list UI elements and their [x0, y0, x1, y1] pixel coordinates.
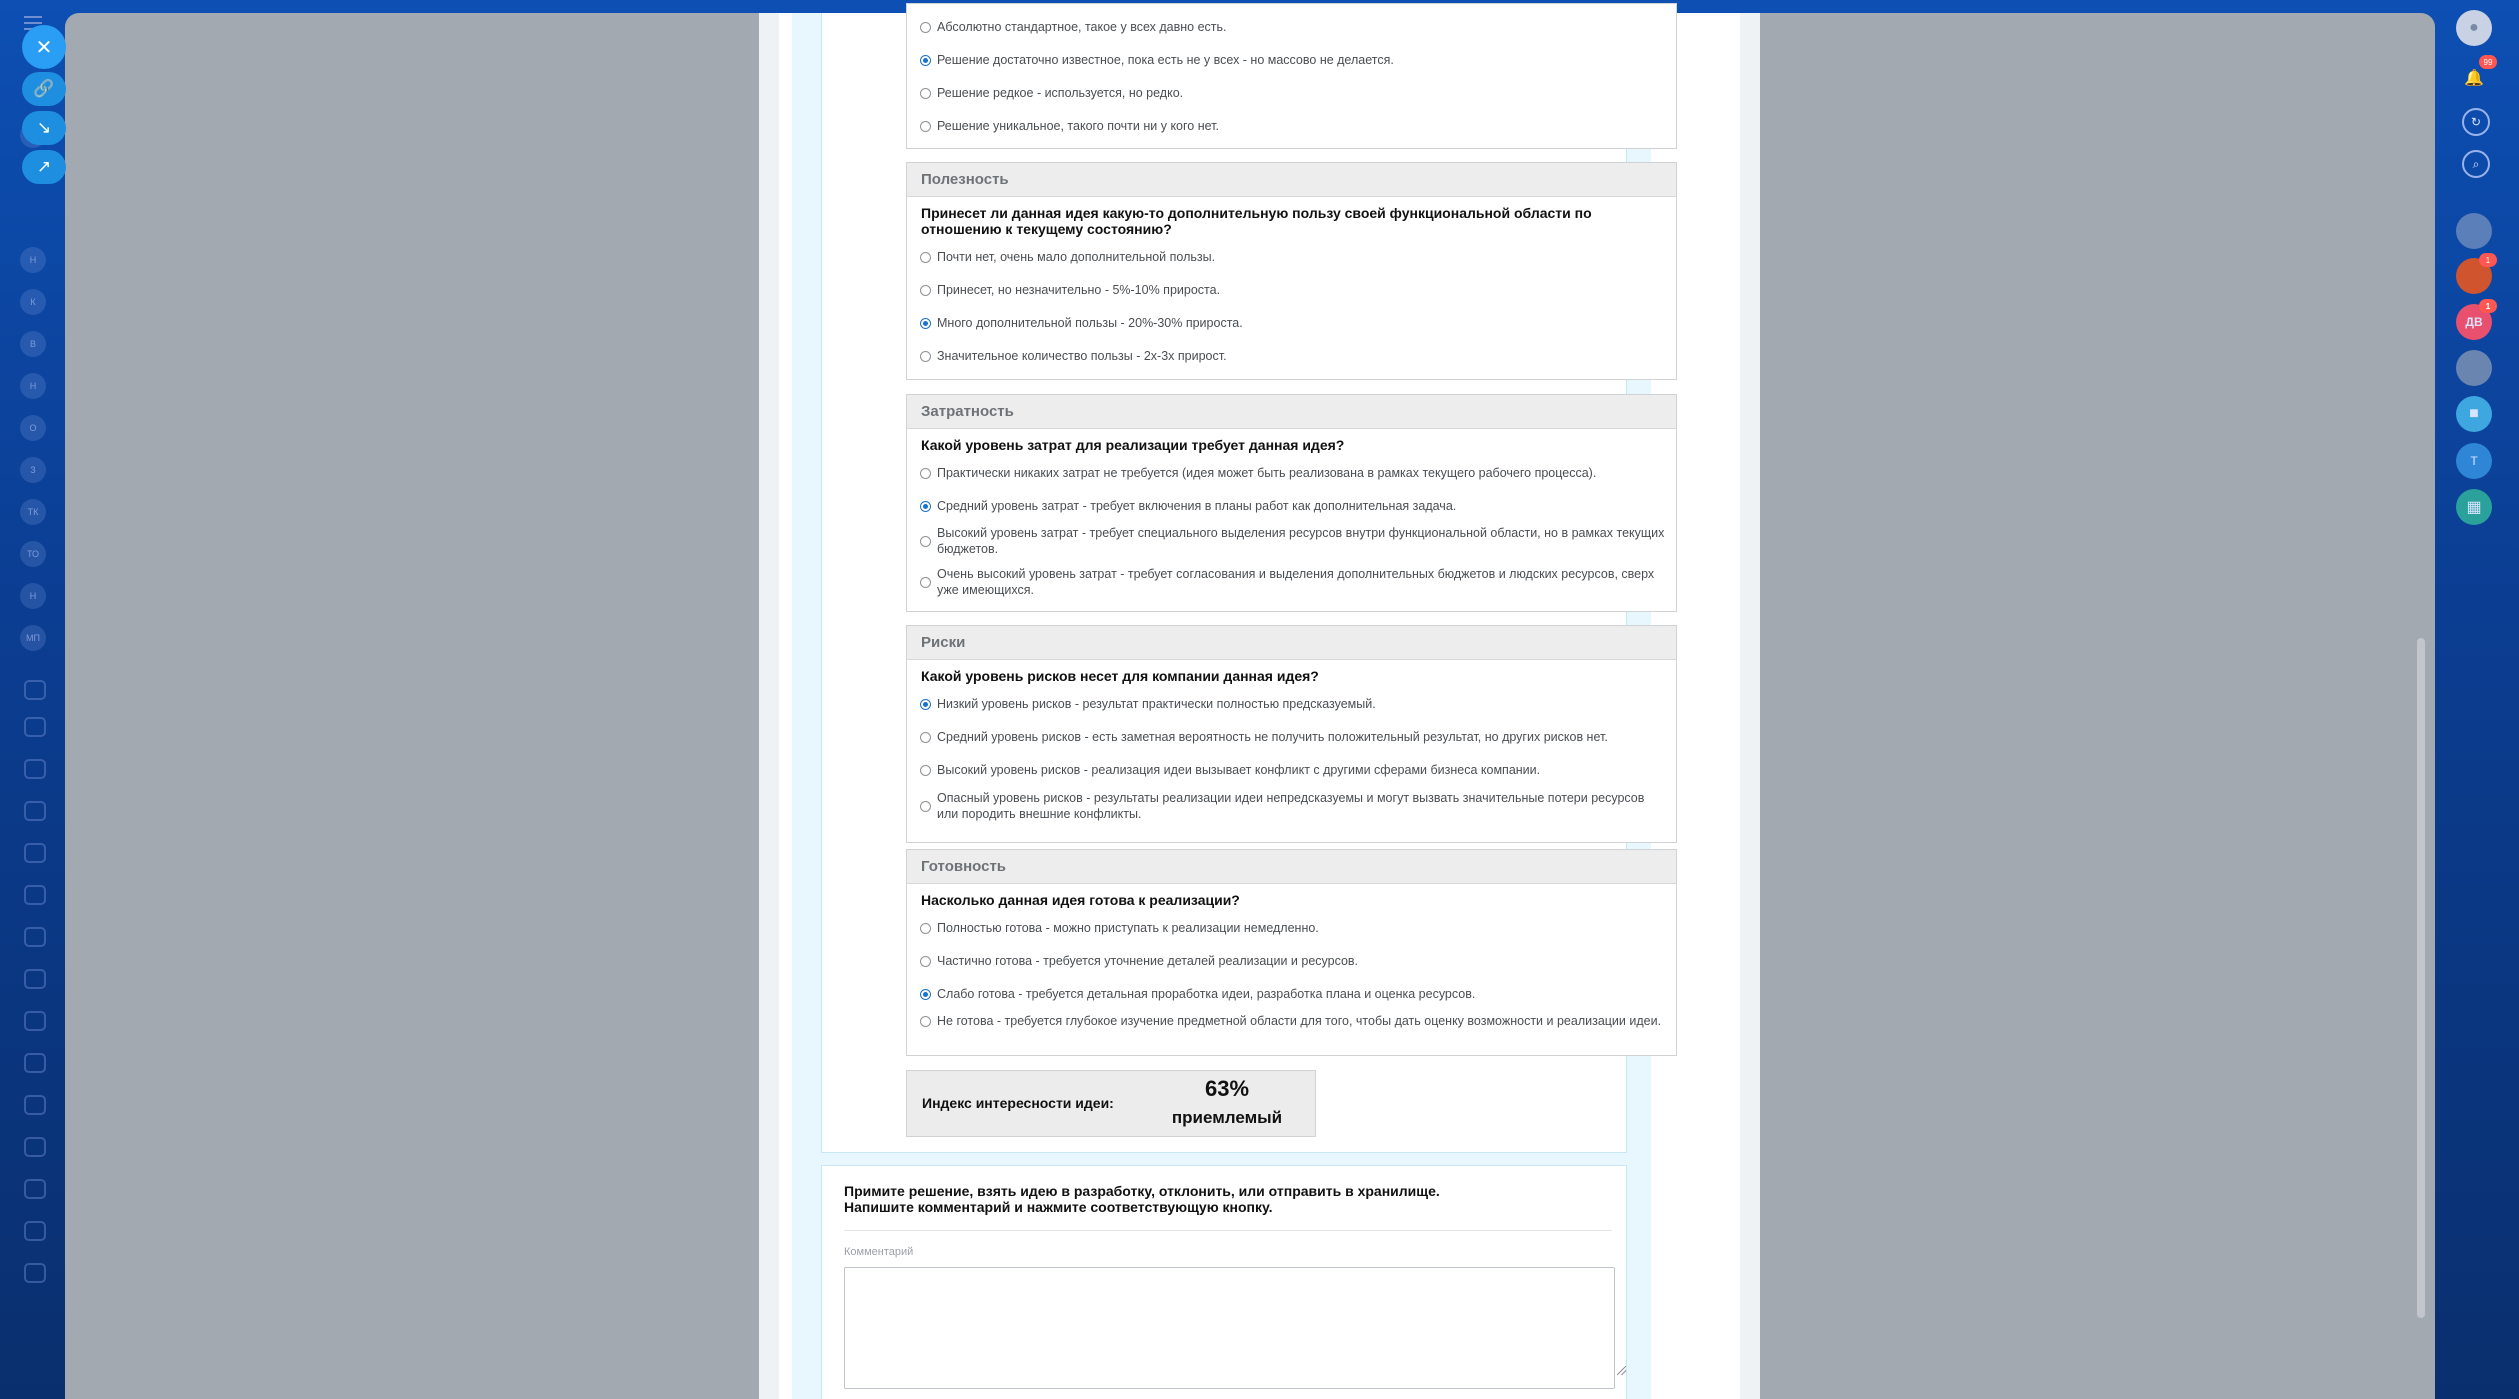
open-new-window-button[interactable]	[22, 150, 66, 184]
calendar-icon[interactable]	[24, 801, 46, 821]
crm-icon[interactable]	[24, 969, 46, 989]
radio-option[interactable]	[920, 315, 1666, 331]
wifi-icon[interactable]	[24, 1011, 46, 1031]
index-percent: 63%	[1204, 1076, 1250, 1101]
chat-icon[interactable]	[24, 680, 46, 700]
radio-option[interactable]	[920, 465, 1666, 481]
scrollbar-thumb[interactable]	[2417, 638, 2425, 1318]
radio-button[interactable]	[920, 22, 931, 33]
radio-button[interactable]	[920, 801, 931, 812]
sidebar-letter-item[interactable]	[20, 415, 46, 441]
section-readiness	[906, 849, 1677, 1056]
tasks-icon[interactable]	[24, 759, 46, 779]
link-icon: 🔗	[33, 79, 55, 98]
sidebar-letter: ТК	[27, 507, 39, 517]
group-chat-icon[interactable]: ▦	[2456, 489, 2492, 525]
section-header: Затратность	[907, 395, 1676, 429]
option-label: Частично готова - требуется уточнение деталей реализации и ресурсов.	[937, 954, 1359, 968]
radio-button[interactable]	[920, 923, 931, 934]
section-question: Какой уровень затрат для реализации требует данная идея?	[921, 437, 1345, 453]
sidebar-letter-item[interactable]	[20, 625, 46, 651]
radio-button[interactable]	[920, 699, 931, 710]
option-label: Низкий уровень рисков - результат практически полностью предсказуемый.	[937, 697, 1376, 711]
section-cost	[906, 394, 1677, 612]
radio-option[interactable]	[920, 525, 1666, 557]
sidebar-letter: К	[30, 297, 36, 307]
list-icon[interactable]	[24, 1053, 46, 1073]
sidebar-letter-item[interactable]	[20, 499, 46, 525]
radio-button[interactable]	[920, 989, 931, 1000]
radio-button[interactable]	[920, 536, 931, 547]
sidebar-letter-item[interactable]	[20, 373, 46, 399]
section-header: Риски	[907, 626, 1676, 660]
left-app-sidebar	[0, 0, 65, 1399]
sidebar-letter-item[interactable]	[20, 289, 46, 315]
radio-button[interactable]	[920, 285, 931, 296]
slider-page	[759, 13, 1760, 1399]
contact-avatar[interactable]	[2456, 255, 2492, 294]
comment-textarea[interactable]	[844, 1267, 1615, 1389]
radio-button[interactable]	[920, 1016, 931, 1027]
groups-icon[interactable]	[24, 885, 46, 905]
sidebar-letter: В	[29, 339, 36, 349]
option-label: Слабо готова - требуется детальная проработка идеи, разработка плана и оценка ресурсов.	[937, 987, 1476, 1001]
radio-button[interactable]	[920, 765, 931, 776]
sidebar-letter: Н	[29, 381, 37, 391]
right-app-sidebar	[2434, 0, 2519, 1399]
option-label: Средний уровень затрат - требует включения в планы работ как дополнительная задача.	[937, 499, 1457, 513]
notification-badge: 99	[2479, 55, 2497, 69]
activity-icon[interactable]: ↻	[2462, 108, 2490, 136]
radio-option[interactable]	[920, 85, 1666, 101]
option-label: Решение уникальное, такого почти ни у кого нет.	[937, 119, 1219, 133]
radio-button[interactable]	[920, 88, 931, 99]
unread-badge: 1	[2479, 299, 2497, 313]
idea-interest-index	[906, 1070, 1316, 1137]
sidebar-letter-item[interactable]	[20, 247, 46, 273]
unread-badge: 1	[2479, 253, 2497, 267]
copy-link-button[interactable]	[22, 72, 66, 106]
section-question: Какой уровень рисков несет для компании данная идея?	[921, 668, 1319, 684]
option-label: Принесет, но незначительно - 5%-10% прироста.	[937, 283, 1221, 297]
document-icon[interactable]	[24, 717, 46, 737]
bell-icon[interactable]: 🔔 99	[2456, 60, 2492, 96]
option-label: Решение редкое - используется, но редко.	[937, 86, 1184, 100]
radio-button[interactable]	[920, 121, 931, 132]
contact-avatar[interactable]	[2456, 301, 2492, 340]
option-label: Практически никаких затрат не требуется (идея может быть реализована в рамках текущего рабочего процесса).	[937, 466, 1597, 480]
radio-option[interactable]	[920, 920, 1666, 936]
user-avatar[interactable]	[2456, 10, 2492, 46]
close-button[interactable]	[22, 25, 66, 69]
section-question: Насколько данная идея готова к реализации?	[921, 892, 1240, 908]
minimize-button[interactable]	[22, 111, 66, 145]
decision-line-1: Примите решение, взять идею в разработку, отклонить, или отправить в хранилище.	[844, 1183, 1440, 1199]
textarea-resize-handle[interactable]	[1617, 1366, 1626, 1375]
mail-icon[interactable]	[24, 927, 46, 947]
section-question: Принесет ли данная идея какую-то дополнительную пользу своей функциональной области по отношению к текущему состоянию?	[921, 205, 1592, 237]
settings-icon[interactable]	[24, 1263, 46, 1283]
radio-option[interactable]	[920, 19, 1666, 35]
section-risks	[906, 625, 1677, 843]
decision-panel	[821, 1165, 1627, 1399]
decision-line-2: Напишите комментарий и нажмите соответствующую кнопку.	[844, 1199, 1273, 1215]
sidebar-letter-item[interactable]	[20, 583, 46, 609]
radio-option[interactable]	[920, 348, 1666, 364]
option-label: Абсолютно стандартное, такое у всех давно есть.	[937, 20, 1227, 34]
external-link-icon: ↗	[36, 157, 52, 176]
section-header: Полезность	[907, 163, 1676, 197]
comment-label: Комментарий	[844, 1246, 914, 1258]
radio-option[interactable]	[920, 566, 1666, 598]
sidebar-letter: О	[29, 423, 37, 433]
sidebar-letter: МП	[26, 633, 40, 643]
option-label: Высокий уровень затрат - требует специального выделения ресурсов внутри функциональной области, но в рамках текущих бюджетов.	[937, 526, 1665, 556]
index-label: Индекс интересности идеи:	[922, 1095, 1114, 1111]
option-label: Опасный уровень рисков - результаты реализации идеи непредсказуемы и могут вызвать значительные потери ресурсов или породить внешние конфликты.	[937, 791, 1645, 821]
sidebar-letter-item[interactable]	[20, 457, 46, 483]
option-label: Решение достаточно известное, пока есть не у всех - но массово не делается.	[937, 53, 1394, 67]
decision-instructions	[844, 1183, 1440, 1215]
radio-button[interactable]	[920, 577, 931, 588]
option-label: Не готова - требуется глубокое изучение предметной области для того, чтобы дать оценку возможности и реализации идеи.	[937, 1014, 1662, 1028]
evaluation-form	[821, 13, 1665, 1153]
cart-icon[interactable]	[24, 1179, 46, 1199]
close-icon: ✕	[35, 36, 53, 59]
edit-icon[interactable]	[24, 1137, 46, 1157]
analytics-icon[interactable]	[24, 1221, 46, 1241]
index-rating: приемлемый	[1171, 1108, 1283, 1127]
radio-button[interactable]	[920, 318, 931, 329]
chat-search-icon[interactable]: ⌕	[2462, 150, 2490, 178]
option-label: Значительное количество пользы - 2х-3х прирост.	[937, 349, 1227, 363]
radio-button[interactable]	[920, 501, 931, 512]
radio-option[interactable]	[920, 282, 1666, 298]
radio-button[interactable]	[920, 732, 931, 743]
radio-option[interactable]	[920, 790, 1666, 822]
section-header: Готовность	[907, 850, 1676, 884]
contact-avatar[interactable]	[2456, 350, 2492, 386]
sidebar-letter-item[interactable]	[20, 331, 46, 357]
radio-option[interactable]	[920, 249, 1666, 265]
radio-option[interactable]	[920, 729, 1666, 745]
radio-option[interactable]	[920, 696, 1666, 712]
radio-option[interactable]	[920, 986, 1666, 1002]
option-label: Полностью готова - можно приступать к реализации немедленно.	[937, 921, 1319, 935]
briefcase-icon[interactable]	[24, 1095, 46, 1115]
user-silhouette-icon: ●	[2469, 19, 2479, 36]
scrollbar[interactable]	[2417, 23, 2425, 1399]
section-novelty	[906, 3, 1677, 149]
sidebar-letter: Н	[29, 591, 37, 601]
radio-button[interactable]	[920, 468, 931, 479]
chat-bubble-icon[interactable]: ■	[2456, 396, 2492, 432]
radio-option[interactable]	[920, 118, 1666, 134]
radio-option[interactable]	[920, 52, 1666, 68]
avatar-initials: ДВ	[2465, 315, 2483, 329]
radio-button[interactable]	[920, 956, 931, 967]
divider	[844, 1230, 1612, 1231]
option-label: Много дополнительной пользы - 20%-30% прироста.	[937, 316, 1243, 330]
sidebar-letter-item[interactable]	[20, 541, 46, 567]
avatar-letter: Т	[2470, 454, 2478, 468]
sidebar-letter: Н	[29, 255, 37, 265]
radio-button[interactable]	[920, 55, 931, 66]
radio-button[interactable]	[920, 252, 931, 263]
contact-avatar[interactable]	[2456, 443, 2492, 479]
section-usefulness	[906, 162, 1677, 380]
contact-avatar[interactable]	[2456, 213, 2492, 249]
sidebar-letter: ТО	[26, 549, 40, 559]
radio-option[interactable]	[920, 498, 1666, 514]
option-label: Почти нет, очень мало дополнительной пользы.	[937, 250, 1216, 264]
sidebar-letter: З	[30, 465, 36, 475]
option-label: Высокий уровень рисков - реализация идеи вызывает конфликт с другими сферами бизнеса компании.	[937, 763, 1541, 777]
option-label: Очень высокий уровень затрат - требует согласования и выделения дополнительных бюджетов и людских ресурсов, сверх уже имеющихся.	[937, 567, 1655, 597]
radio-button[interactable]	[920, 351, 931, 362]
radio-option[interactable]	[920, 953, 1666, 969]
radio-option[interactable]	[920, 762, 1666, 778]
drive-icon[interactable]	[24, 843, 46, 863]
option-label: Средний уровень рисков - есть заметная вероятность не получить положительный результат, но других рисков нет.	[937, 730, 1608, 744]
radio-option[interactable]	[920, 1013, 1666, 1029]
arrow-down-right-icon: ↘	[36, 118, 52, 137]
